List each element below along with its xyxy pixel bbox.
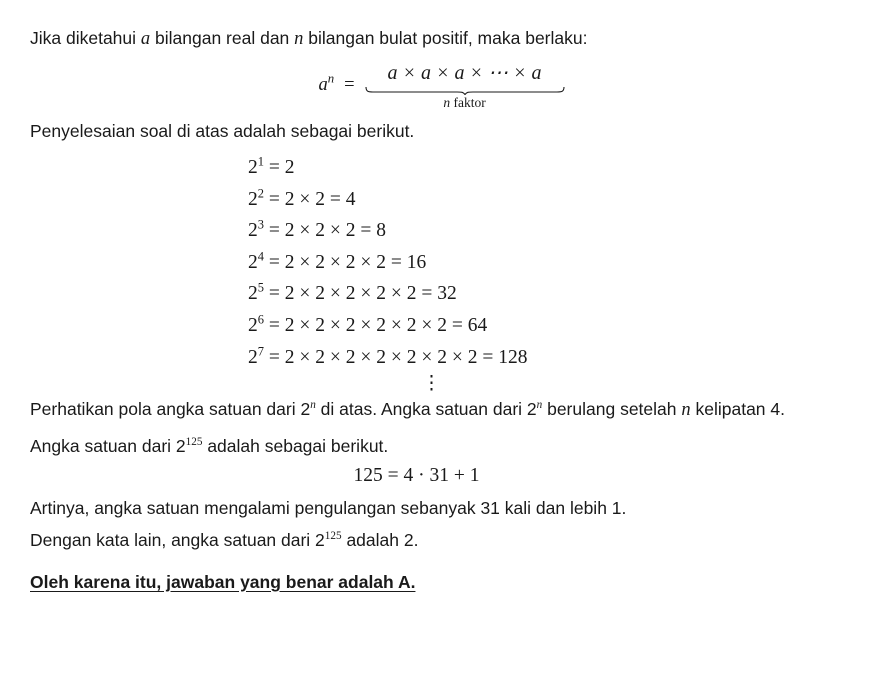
underbrace-label-text: faktor	[453, 95, 486, 111]
pattern-text-3: berulang setelah	[542, 399, 682, 420]
equation-body: = 2	[268, 157, 295, 179]
final-text-2: adalah 2.	[341, 530, 419, 551]
formula-exponent: n	[327, 71, 335, 86]
intro-variable-a: a	[140, 29, 151, 49]
final-text-1: Dengan kata lain, angka satuan dari 2	[30, 530, 325, 551]
intro-text-part-1: Jika diketahui	[30, 28, 141, 48]
unit-digit-paragraph	[0, 433, 873, 459]
general-power-formula	[0, 60, 873, 111]
intro-line	[0, 0, 873, 52]
unit-text-2: adalah sebagai berikut.	[202, 435, 389, 456]
equation-row	[248, 152, 873, 184]
vertical-dots: ⋮	[422, 373, 441, 395]
underbrace-label-n: n	[443, 95, 451, 111]
equation-exponent: 4	[257, 249, 264, 264]
equation-exponent: 1	[257, 154, 264, 169]
formula-equals-sign: =	[344, 75, 355, 96]
equation-row	[248, 215, 873, 247]
underbrace-group	[365, 60, 565, 111]
equation-base: 2	[248, 315, 258, 336]
equation-exponent: 6	[257, 312, 264, 327]
equation-base: 2	[248, 346, 258, 368]
intro-variable-n: n	[294, 29, 304, 49]
equation-row	[248, 310, 873, 342]
equation-body: = 2 × 2 × 2 × 2 × 2 × 2 × 2 = 128	[268, 346, 528, 368]
equation-base: 2	[248, 283, 258, 305]
intro-text-part-2: bilangan real dan	[150, 28, 295, 48]
equation-body: = 2 × 2 × 2 × 2 × 2 = 32	[268, 283, 457, 305]
equation-row	[248, 247, 873, 279]
intro-text-part-3: bilangan bulat positif, maka berlaku:	[303, 28, 588, 48]
conclusion-statement: Oleh karena itu, jawaban yang benar adalah A.	[30, 571, 416, 592]
solution-intro-line: Penyelesaian soal di atas adalah sebagai berikut.	[30, 121, 415, 142]
equation-exponent: 7	[257, 344, 264, 359]
final-paragraph	[0, 527, 873, 553]
unit-exponent: 125	[185, 436, 203, 449]
pattern-text-2: di atas. Angka satuan dari 2	[315, 399, 537, 420]
pattern-variable-n: n	[681, 400, 691, 421]
pattern-text-1: Perhatikan pola angka satuan dari 2	[30, 399, 311, 420]
formula-row	[318, 60, 564, 111]
equation-exponent: 5	[257, 280, 264, 295]
equation-body: = 2 × 2 × 2 = 8	[268, 220, 386, 242]
pattern-text-4: kelipatan 4.	[690, 399, 785, 420]
equation-row	[248, 278, 873, 310]
pattern-paragraph	[0, 396, 873, 425]
equation-base: 2	[248, 251, 258, 273]
equation-base: 2	[248, 157, 258, 179]
equation-body: = 2 × 2 = 4	[268, 188, 356, 210]
final-exponent: 125	[324, 530, 342, 543]
equation-base: 2	[248, 220, 258, 242]
equation-base: 2	[248, 188, 258, 210]
equation-body: = 2 × 2 × 2 × 2 × 2 × 2 = 64	[268, 315, 488, 336]
equation-body: = 2 × 2 × 2 × 2 = 16	[268, 251, 427, 273]
underbrace-label	[365, 95, 565, 111]
equation-row	[248, 184, 873, 216]
division-equation: 125 = 4 · 31 + 1	[353, 465, 480, 487]
equation-list	[0, 152, 873, 373]
formula-base: a	[318, 75, 328, 96]
equation-row	[248, 342, 873, 374]
pattern-exponent-1: n	[310, 399, 316, 412]
pattern-exponent-2: n	[536, 399, 543, 412]
unit-text-1: Angka satuan dari 2	[30, 435, 186, 456]
meaning-paragraph: Artinya, angka satuan mengalami pengulangan sebanyak 31 kali dan lebih 1.	[30, 498, 627, 519]
underbrace-icon	[365, 86, 565, 95]
equation-exponent: 3	[257, 217, 264, 232]
formula-expansion: a × a × a × ⋯ × a	[387, 62, 542, 85]
equation-exponent: 2	[257, 186, 264, 201]
